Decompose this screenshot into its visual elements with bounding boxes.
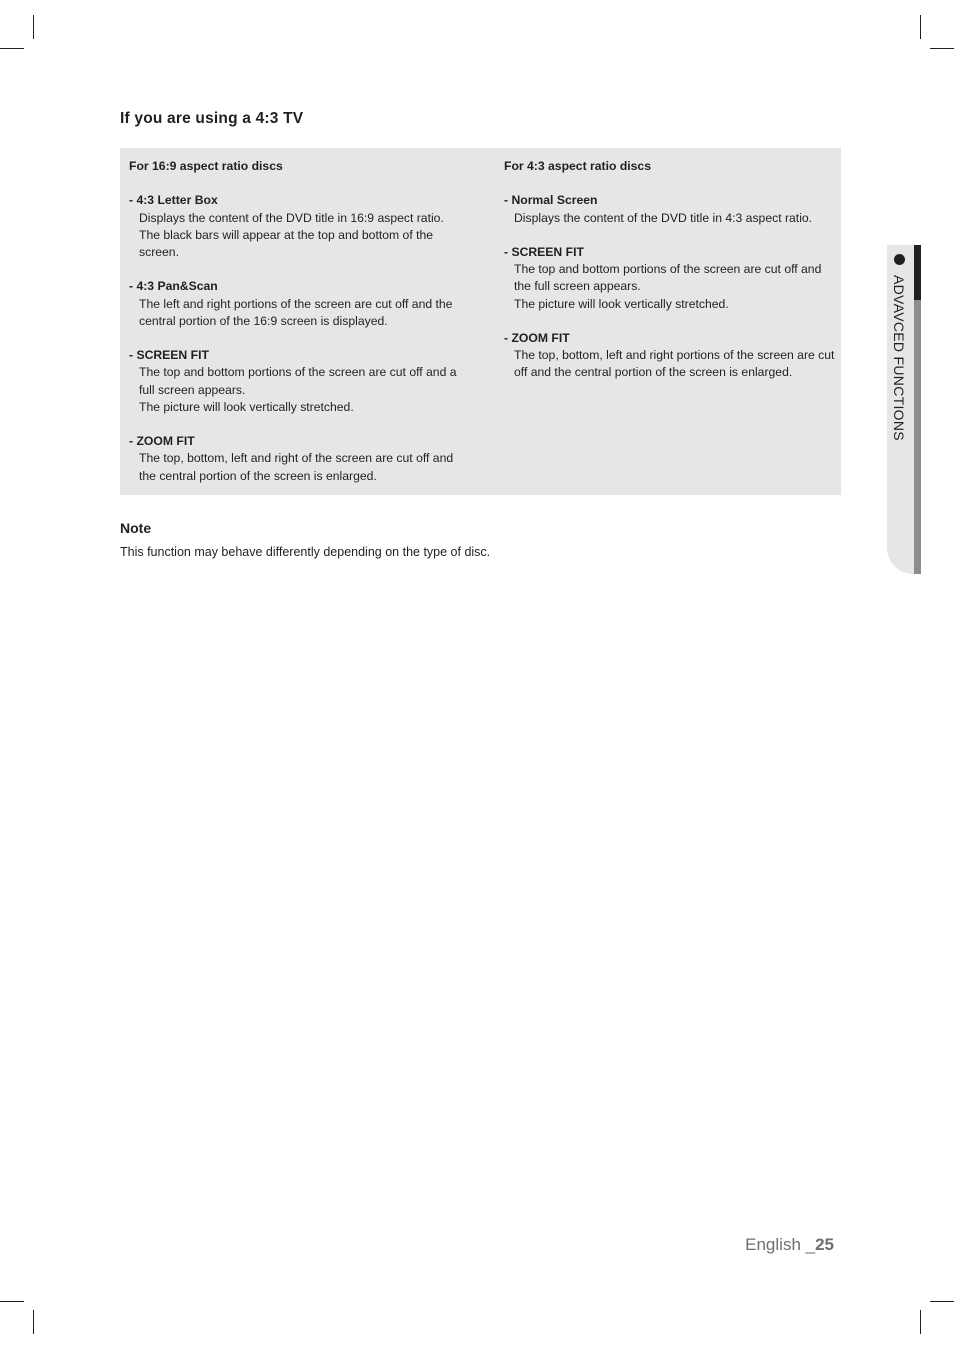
option-normal-screen	[504, 192, 849, 226]
option-screen-fit	[129, 347, 479, 416]
option-description	[129, 364, 479, 416]
option-description	[129, 450, 479, 484]
option-title: - 4:3 Pan&Scan	[129, 279, 218, 294]
description-line: central portion of the 16:9 screen is displayed.	[139, 313, 388, 328]
description-line: The left and right portions of the screen are cut off and the	[139, 296, 453, 311]
note-title: Note	[120, 520, 152, 536]
bullet-icon	[894, 254, 905, 265]
right-column	[504, 158, 849, 399]
description-line: screen.	[139, 245, 179, 259]
option-screen-fit	[504, 244, 849, 313]
option-zoom-fit	[129, 433, 479, 485]
option-description	[129, 296, 479, 330]
option-letter-box	[129, 192, 479, 261]
description-line: off and the central portion of the screen is enlarged.	[514, 365, 793, 380]
option-description	[504, 261, 849, 313]
option-title: - 4:3 Letter Box	[129, 193, 218, 208]
description-line: full screen appears.	[139, 382, 246, 397]
page-number: 25	[815, 1235, 834, 1254]
description-line: Displays the content of the DVD title in 16:9 aspect ratio.	[139, 210, 444, 225]
option-title: - SCREEN FIT	[504, 244, 584, 259]
crop-mark	[920, 15, 921, 39]
description-line: The top and bottom portions of the screen are cut off and	[514, 262, 822, 277]
description-line: Displays the content of the DVD title in 4:3 aspect ratio.	[514, 210, 813, 225]
description-line: The top, bottom, left and right of the screen are cut off and	[139, 451, 454, 466]
option-description	[504, 347, 849, 381]
page-footer	[745, 1235, 834, 1255]
option-pan-scan	[129, 278, 479, 330]
option-description	[129, 210, 479, 262]
crop-mark	[0, 1301, 24, 1302]
crop-mark	[930, 48, 954, 49]
footer-language: English _	[745, 1235, 816, 1254]
option-title: - Normal Screen	[504, 193, 598, 208]
option-description	[504, 210, 849, 227]
aspect-ratio-info-box	[120, 148, 841, 495]
crop-mark	[33, 15, 34, 39]
side-tab-accent-bar	[914, 245, 921, 300]
option-zoom-fit	[504, 330, 849, 382]
description-line: The picture will look vertically stretched.	[514, 296, 729, 311]
option-title: - SCREEN FIT	[129, 348, 209, 363]
description-line: The picture will look vertically stretched.	[139, 399, 354, 414]
crop-mark	[920, 1310, 921, 1334]
left-column-heading: For 16:9 aspect ratio discs	[129, 159, 283, 173]
crop-mark	[33, 1310, 34, 1334]
side-tab-grey-bar	[914, 300, 921, 574]
left-column	[129, 158, 479, 502]
option-title: - ZOOM FIT	[504, 330, 570, 345]
crop-mark	[930, 1301, 954, 1302]
description-line: the central portion of the screen is enlarged.	[139, 468, 377, 483]
description-line: The top, bottom, left and right portions of the screen are cut	[514, 348, 835, 363]
crop-mark	[0, 48, 24, 49]
note-text: This function may behave differently depending on the type of disc.	[120, 545, 491, 559]
section-title: If you are using a 4:3 TV	[120, 110, 304, 127]
option-title: - ZOOM FIT	[129, 434, 195, 449]
description-line: the full screen appears.	[514, 279, 641, 294]
description-line: The top and bottom portions of the screen are cut off and a	[139, 365, 457, 380]
right-column-heading: For 4:3 aspect ratio discs	[504, 159, 651, 173]
side-tab-label: ADVAVCED FUNCTIONS	[891, 275, 907, 441]
description-line: The black bars will appear at the top and bottom of the	[139, 227, 434, 242]
